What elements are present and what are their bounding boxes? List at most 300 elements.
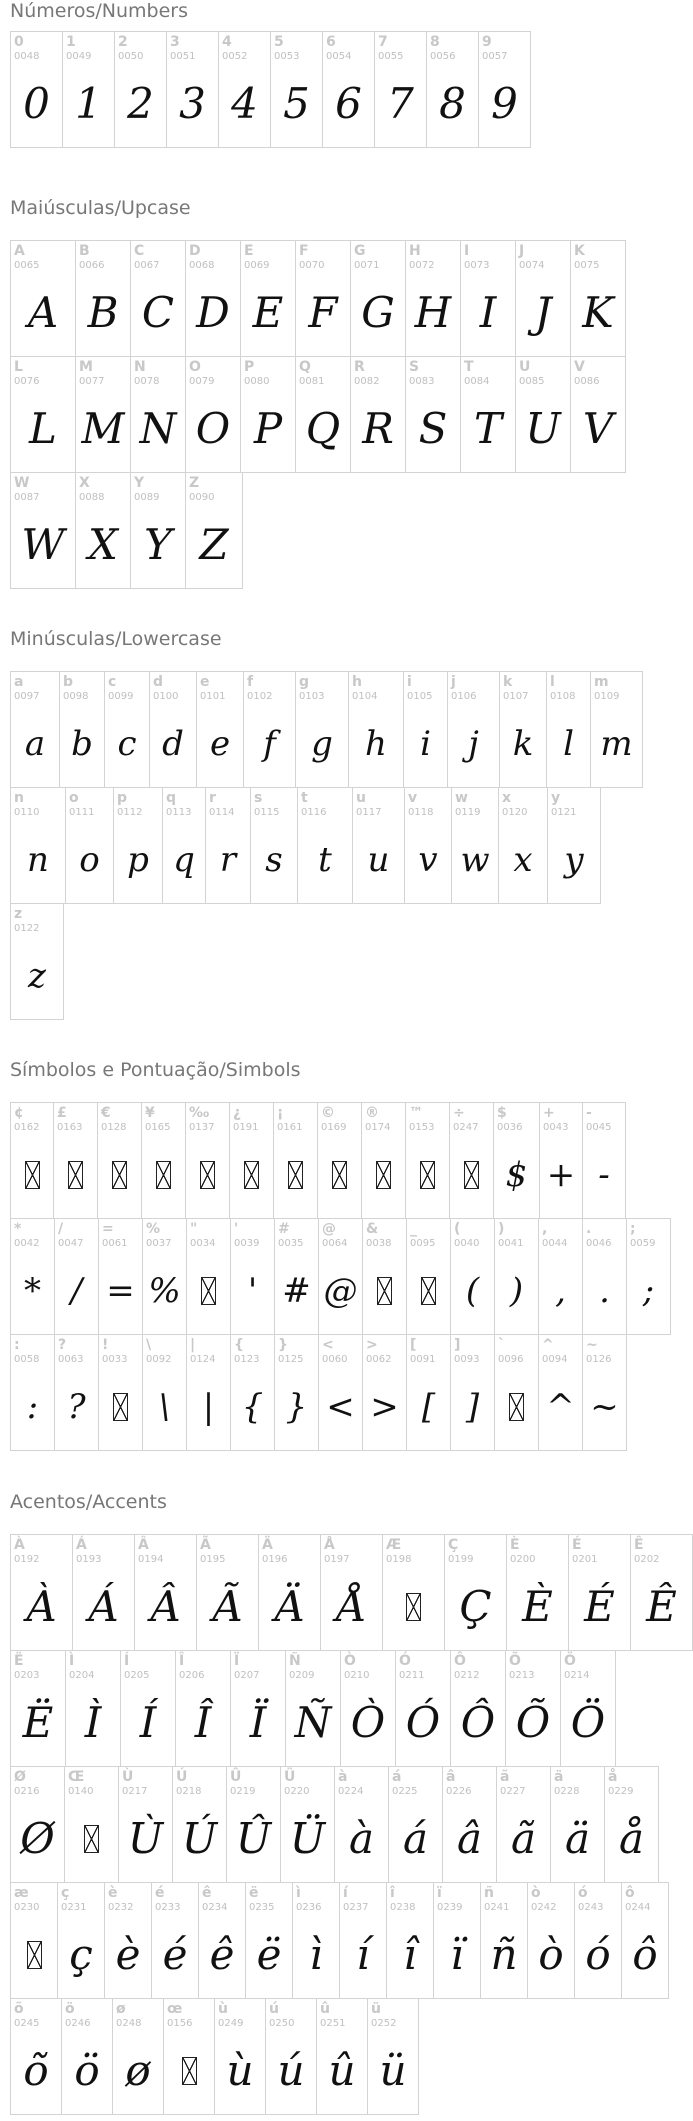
glyph-sample: x [513,839,533,880]
glyph-sample: Ë [22,1697,54,1747]
character-label: Â [138,1537,149,1553]
character-code: 0235 [249,1902,275,1913]
glyph-sample [164,2033,214,2108]
character-code: 0121 [551,807,577,818]
glyph-sample: Ù [127,1813,164,1863]
character-code: 0091 [410,1354,436,1365]
glyph-cell [61,1998,113,2115]
character-label: 9 [482,34,492,50]
glyph-cell [273,1102,318,1219]
glyph-cell [318,1334,363,1451]
character-label: # [278,1221,290,1237]
character-label: ç [61,1885,70,1901]
character-code: 0116 [301,807,327,818]
character-label: ~ [586,1337,598,1353]
glyph-row [10,1102,661,1219]
glyph-cell [505,1650,561,1767]
glyph-cell [322,31,375,148]
glyph-sample [383,1569,444,1644]
glyph-cell [339,1882,387,1999]
character-code: 0036 [497,1122,523,1133]
character-code: 0050 [118,51,144,62]
glyph-sample: Ó [405,1697,441,1747]
character-code: 0051 [170,51,196,62]
character-code: 0242 [531,1902,557,1913]
glyph-sample: y [564,839,584,880]
glyph-cell [496,1766,551,1883]
glyph-sample: U [525,403,561,453]
character-code: 0211 [399,1670,425,1681]
glyph-sample: Á [88,1581,119,1631]
glyph-cell [460,356,516,473]
glyph-sample: 2 [127,78,154,128]
glyph-sample: . [599,1270,610,1311]
glyph-sample: Î [194,1697,212,1747]
character-label: ¡ [277,1105,284,1121]
glyph-cell [75,240,131,357]
glyph-sample: è [115,1929,141,1979]
glyph-row [10,1650,661,1767]
glyph-sample: A [27,287,59,337]
glyph-cell [65,1650,121,1767]
character-label: Å [324,1537,335,1553]
character-code: 0089 [134,492,160,503]
character-label: Ë [14,1653,24,1669]
character-code: 0042 [14,1238,40,1249]
glyph-cell [386,1882,434,1999]
character-label: g [299,674,310,690]
character-code: 0038 [366,1238,392,1249]
glyph-sample: ë [256,1929,282,1979]
glyph-sample [495,1369,538,1444]
glyph-sample: 8 [439,78,466,128]
character-code: 0247 [453,1122,479,1133]
glyph-sample: á [402,1813,429,1863]
character-code: 0251 [320,2018,346,2029]
character-label: ^ [542,1337,554,1353]
character-label: Í [124,1653,130,1669]
glyph-cell [10,1766,65,1883]
glyph-cell [334,1766,389,1883]
glyph-sample: P [253,403,283,453]
missing-glyph-icon [113,1393,128,1421]
glyph-grid [10,1102,661,1451]
missing-glyph-icon [464,1161,479,1189]
glyph-cell [54,1334,99,1451]
glyph-cell [185,472,243,589]
character-code: 0117 [356,807,382,818]
glyph-sample: a [24,723,46,764]
glyph-cell [317,1102,362,1219]
character-label: ' [234,1221,239,1237]
glyph-cell [226,1766,281,1883]
glyph-cell [292,1882,340,1999]
glyph-sample: / [70,1270,83,1311]
character-label: i [407,674,412,690]
glyph-sample: > [370,1386,399,1427]
character-code: 0120 [502,807,528,818]
character-label: U [519,359,531,375]
glyph-sample: È [522,1581,553,1631]
character-label: , [542,1221,548,1237]
character-code: 0206 [179,1670,205,1681]
glyph-cell [10,903,64,1020]
character-code: 0073 [464,260,490,271]
character-label: Ò [344,1653,356,1669]
character-label: ; [630,1221,636,1237]
missing-glyph-icon [182,2057,197,2085]
character-label: W [14,475,30,491]
character-code: 0119 [455,807,481,818]
glyph-sample: Ú [181,1813,218,1863]
character-code: 0056 [430,51,456,62]
glyph-cell [382,1534,445,1651]
glyph-sample: ~ [590,1386,619,1427]
missing-glyph-icon [244,1161,259,1189]
glyph-sample: Ï [249,1697,267,1747]
glyph-cell [64,1766,119,1883]
character-code: 0226 [446,1786,472,1797]
glyph-cell [405,1102,450,1219]
glyph-cell [10,1218,55,1335]
glyph-cell [295,356,351,473]
glyph-cell [546,671,591,788]
glyph-sample: ï [450,1929,464,1979]
missing-glyph-icon [509,1393,524,1421]
character-code: 0052 [222,51,248,62]
missing-glyph-icon [27,1941,42,1969]
glyph-row [10,671,661,788]
glyph-cell [205,787,251,904]
character-label: > [366,1337,378,1353]
character-code: 0239 [437,1902,463,1913]
glyph-sample [362,1137,405,1212]
character-label: $ [497,1105,507,1121]
glyph-sample: < [326,1386,355,1427]
character-code: 0113 [166,807,192,818]
character-label: © [321,1105,335,1121]
glyph-sample: E [252,287,284,337]
glyph-sample [99,1369,142,1444]
character-code: 0037 [146,1238,172,1249]
character-label: < [322,1337,334,1353]
character-code: 0205 [124,1670,150,1681]
glyph-cell [130,472,186,589]
character-label: N [134,359,146,375]
character-label: r [209,790,216,806]
missing-glyph-icon [376,1161,391,1189]
character-code: 0041 [498,1238,524,1249]
glyph-cell [186,1218,231,1335]
character-label: a [14,674,24,690]
glyph-row [10,1998,661,2115]
character-code: 0084 [464,376,490,387]
character-label: - [586,1105,592,1121]
character-code: 0078 [134,376,160,387]
character-label: l [550,674,555,690]
glyph-grid [10,240,661,589]
character-code: 0234 [202,1902,228,1913]
character-label: w [455,790,468,806]
glyph-cell [10,31,63,148]
glyph-sample [142,1137,185,1212]
character-code: 0219 [230,1786,256,1797]
glyph-sample: î [403,1929,417,1979]
character-label: ô [625,1885,635,1901]
glyph-sample: Ì [84,1697,102,1747]
glyph-cell [97,1102,142,1219]
character-code: 0096 [498,1354,524,1365]
glyph-row [10,472,661,589]
character-code: 0043 [543,1122,569,1133]
glyph-cell [53,1102,98,1219]
character-label: % [146,1221,161,1237]
character-code: 0093 [454,1354,480,1365]
character-code: 0199 [448,1554,474,1565]
glyph-cell [403,671,448,788]
character-label: Æ [386,1537,402,1553]
glyph-sample [65,1801,118,1876]
glyph-cell [175,1650,231,1767]
section-heading: Maiúsculas/Upcase [10,197,191,219]
glyph-cell [186,1334,231,1451]
character-label: Ö [564,1653,576,1669]
character-label: s [254,790,263,806]
character-label: c [108,674,117,690]
glyph-sample: Ø [20,1813,55,1863]
glyph-sample: Ç [459,1581,492,1631]
character-label: h [352,674,362,690]
glyph-sample: R [362,403,394,453]
missing-glyph-icon [112,1161,127,1189]
glyph-sample: + [546,1154,576,1195]
glyph-cell [547,787,601,904]
glyph-cell [265,1998,317,2115]
character-label: £ [57,1105,67,1121]
glyph-cell [285,1650,341,1767]
glyph-cell [630,1534,693,1651]
glyph-sample: L [29,403,57,453]
glyph-grid [10,31,661,148]
character-label: à [338,1769,348,1785]
glyph-row [10,1218,661,1335]
character-code: 0165 [145,1122,171,1133]
character-label: T [464,359,474,375]
character-code: 0069 [244,260,270,271]
glyph-sample: b [71,723,93,764]
character-label: â [446,1769,456,1785]
character-code: 0236 [296,1902,322,1913]
glyph-cell [134,1534,197,1651]
glyph-sample: 0 [23,78,50,128]
character-code: 0245 [14,2018,40,2029]
glyph-sample: $ [505,1154,528,1195]
character-code: 0068 [189,260,215,271]
glyph-sample: 5 [283,78,310,128]
character-code: 0034 [190,1238,216,1249]
character-label: V [574,359,585,375]
character-code: 0058 [14,1354,40,1365]
character-label: Õ [509,1653,521,1669]
glyph-cell [104,671,150,788]
missing-glyph-icon [406,1593,421,1621]
character-code: 0216 [14,1786,40,1797]
glyph-cell [362,1334,407,1451]
character-label: ? [58,1337,67,1353]
character-code: 0218 [176,1786,202,1797]
glyph-sample: ñ [490,1929,518,1979]
glyph-cell [10,1534,73,1651]
glyph-cell [10,1998,62,2115]
glyph-cell [270,31,323,148]
glyph-cell [426,31,479,148]
character-code: 0201 [572,1554,598,1565]
section-heading: Acentos/Accents [10,1491,167,1513]
glyph-cell [214,1998,266,2115]
glyph-sample: Õ [515,1697,551,1747]
glyph-cell [10,356,76,473]
glyph-cell [142,1218,187,1335]
glyph-sample: Ü [289,1813,326,1863]
glyph-sample: k [512,723,534,764]
glyph-sample: c [117,723,137,764]
glyph-sample: | [202,1386,215,1427]
glyph-cell [62,31,115,148]
character-code: 0095 [410,1238,436,1249]
character-code: 0090 [189,492,215,503]
character-code: 0045 [586,1122,612,1133]
character-code: 0104 [352,691,378,702]
glyph-sample: s [265,839,283,880]
character-label: ò [531,1885,541,1901]
character-code: 0098 [63,691,89,702]
glyph-cell [162,787,206,904]
glyph-sample [450,1137,493,1212]
glyph-cell [258,1534,321,1651]
character-label: n [14,790,24,806]
character-code: 0249 [218,2018,244,2029]
glyph-cell [10,671,60,788]
glyph-cell [361,1102,406,1219]
character-label: K [574,243,585,259]
glyph-sample: Z [199,519,229,569]
character-code: 0112 [117,807,143,818]
character-label: Ü [284,1769,296,1785]
glyph-cell [10,1882,58,1999]
character-code: 0194 [138,1554,164,1565]
glyph-sample: X [88,519,118,569]
character-code: 0140 [68,1786,94,1797]
glyph-sample: í [356,1929,370,1979]
character-code: 0111 [69,807,95,818]
character-code: 0162 [14,1122,40,1133]
character-label: e [200,674,210,690]
glyph-sample: M [81,403,125,453]
character-code: 0230 [14,1902,40,1913]
glyph-sample: H [414,287,452,337]
glyph-sample: t [318,839,332,880]
glyph-sample: N [139,403,177,453]
character-label: 2 [118,34,128,50]
character-label: ö [65,2001,75,2017]
glyph-cell [570,240,626,357]
glyph-cell [568,1534,631,1651]
character-code: 0153 [409,1122,435,1133]
character-code: 0191 [233,1122,259,1133]
missing-glyph-icon [68,1161,83,1189]
glyph-sample [363,1253,406,1328]
character-label: @ [322,1221,336,1237]
glyph-cell [348,671,404,788]
glyph-cell [113,787,163,904]
character-code: 0066 [79,260,105,271]
glyph-cell [574,1882,622,1999]
character-code: 0106 [451,691,477,702]
character-label: € [101,1105,111,1121]
character-label: F [299,243,309,259]
glyph-cell [10,240,76,357]
character-code: 0137 [189,1122,215,1133]
glyph-cell [405,356,461,473]
glyph-cell [72,1534,135,1651]
character-code: 0169 [321,1122,347,1133]
character-label: ‰ [189,1105,210,1121]
glyph-sample: ) [509,1270,524,1311]
character-label: ` [498,1337,505,1353]
glyph-cell [352,787,405,904]
glyph-cell [230,1650,286,1767]
glyph-sample: f [263,723,276,764]
glyph-cell [498,787,548,904]
glyph-sample [406,1137,449,1212]
character-label: b [63,674,74,690]
character-code: 0048 [14,51,40,62]
glyph-cell [10,1334,55,1451]
character-code: 0075 [574,260,600,271]
glyph-sample: ^ [546,1386,575,1427]
glyph-row [10,1766,661,1883]
character-code: 0054 [326,51,352,62]
character-label: / [58,1221,64,1237]
character-code: 0193 [76,1554,102,1565]
character-label: Ã [200,1537,211,1553]
glyph-sample: Ö [570,1697,606,1747]
character-label: Ñ [289,1653,301,1669]
character-label: Ó [399,1653,411,1669]
character-label: q [166,790,177,806]
glyph-sample: G [361,287,395,337]
glyph-sample: q [173,839,195,880]
character-label: å [608,1769,618,1785]
character-label: À [14,1537,25,1553]
character-code: 0061 [102,1238,128,1249]
glyph-cell [10,787,66,904]
glyph-sample: B [87,287,119,337]
glyph-sample [11,1917,57,1992]
missing-glyph-icon [288,1161,303,1189]
character-label: ã [500,1769,510,1785]
character-code: 0076 [14,376,40,387]
character-label: ï [437,1885,442,1901]
section-heading: Símbolos e Pontuação/Simbols [10,1059,301,1081]
glyph-sample: Â [150,1581,181,1631]
character-label: ê [202,1885,212,1901]
character-code: 0197 [324,1554,350,1565]
character-code: 0225 [392,1786,418,1797]
glyph-cell [450,1650,506,1767]
character-label: ( [454,1221,461,1237]
glyph-cell [316,1998,368,2115]
